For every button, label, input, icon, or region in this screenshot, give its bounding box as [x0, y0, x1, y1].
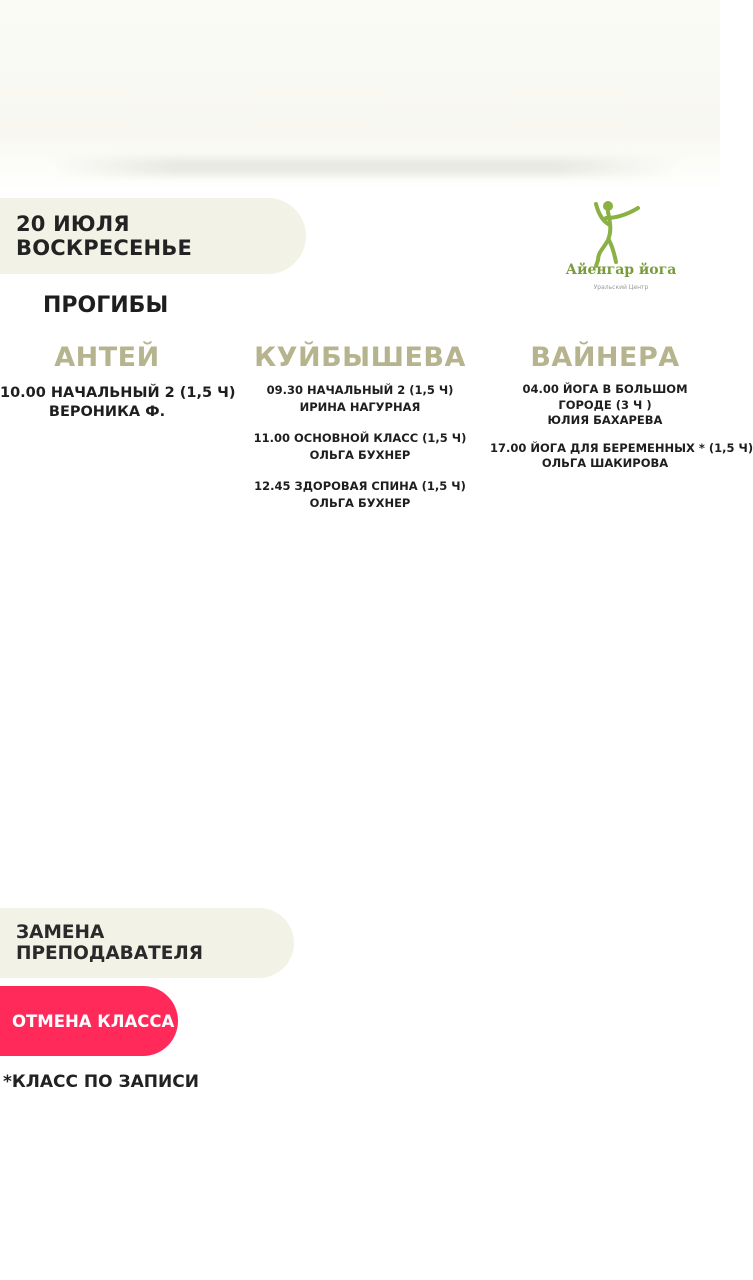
logo-name: Айенгар йога — [565, 262, 677, 278]
date-label: 20 ИЮЛЯ ВОСКРЕСЕНЬЕ — [16, 212, 193, 260]
faded-header-line — [50, 158, 680, 176]
class-entry — [490, 382, 720, 429]
section-title: ПРОГИБЫ — [43, 293, 169, 318]
class-time-title: 17.00 ЙОГА ДЛЯ БЕРЕМЕННЫХ * (1,5 Ч) — [490, 440, 753, 455]
class-entry — [0, 384, 236, 422]
column-heading: ВАЙНЕРА — [530, 342, 680, 373]
column-kuibysheva — [252, 338, 468, 526]
class-entry — [252, 382, 468, 416]
class-time-title-cont: ГОРОДЕ (3 Ч ) — [558, 397, 652, 412]
class-teacher: ИРИНА НАГУРНАЯ — [299, 400, 421, 414]
footnote-registration: *КЛАСС ПО ЗАПИСИ — [3, 1072, 199, 1092]
class-time-title: 09.30 НАЧАЛЬНЫЙ 2 (1,5 Ч) — [266, 383, 454, 397]
class-teacher: ОЛЬГА ШАКИРОВА — [541, 456, 669, 470]
column-heading: КУЙБЫШЕВА — [254, 342, 466, 373]
column-antey — [0, 338, 236, 422]
class-time-title: 12.45 ЗДОРОВАЯ СПИНА (1,5 Ч) — [254, 479, 466, 493]
class-teacher: ВЕРОНИКА Ф. — [48, 404, 166, 420]
class-time-title: 11.00 ОСНОВНОЙ КЛАСС (1,5 Ч) — [253, 431, 467, 445]
studio-logo — [548, 196, 694, 302]
class-entry — [252, 430, 468, 464]
date-banner — [0, 198, 306, 274]
column-vainera — [490, 338, 753, 484]
class-teacher: ЮЛИЯ БАХАРЕВА — [547, 413, 663, 427]
top-blank-area — [0, 0, 720, 190]
class-time-title: 10.00 НАЧАЛЬНЫЙ 2 (1,5 Ч) — [0, 385, 236, 401]
yoga-pose-icon — [548, 196, 694, 266]
legend-cancel-label: ОТМЕНА КЛАССА — [12, 1011, 175, 1031]
class-teacher: ОЛЬГА БУХНЕР — [309, 496, 411, 510]
column-heading: АНТЕЙ — [54, 342, 160, 373]
logo-subtitle: Уральский Центр — [593, 284, 649, 291]
class-teacher: ОЛЬГА БУХНЕР — [309, 448, 411, 462]
class-entry — [252, 478, 468, 512]
legend-teacher-replacement — [0, 908, 294, 978]
legend-replace-label: ЗАМЕНА ПРЕПОДАВАТЕЛЯ — [16, 922, 203, 964]
class-entry — [490, 440, 753, 472]
class-time-title: 04.00 ЙОГА В БОЛЬШОМ — [522, 382, 688, 396]
legend-class-cancellation — [0, 986, 178, 1056]
